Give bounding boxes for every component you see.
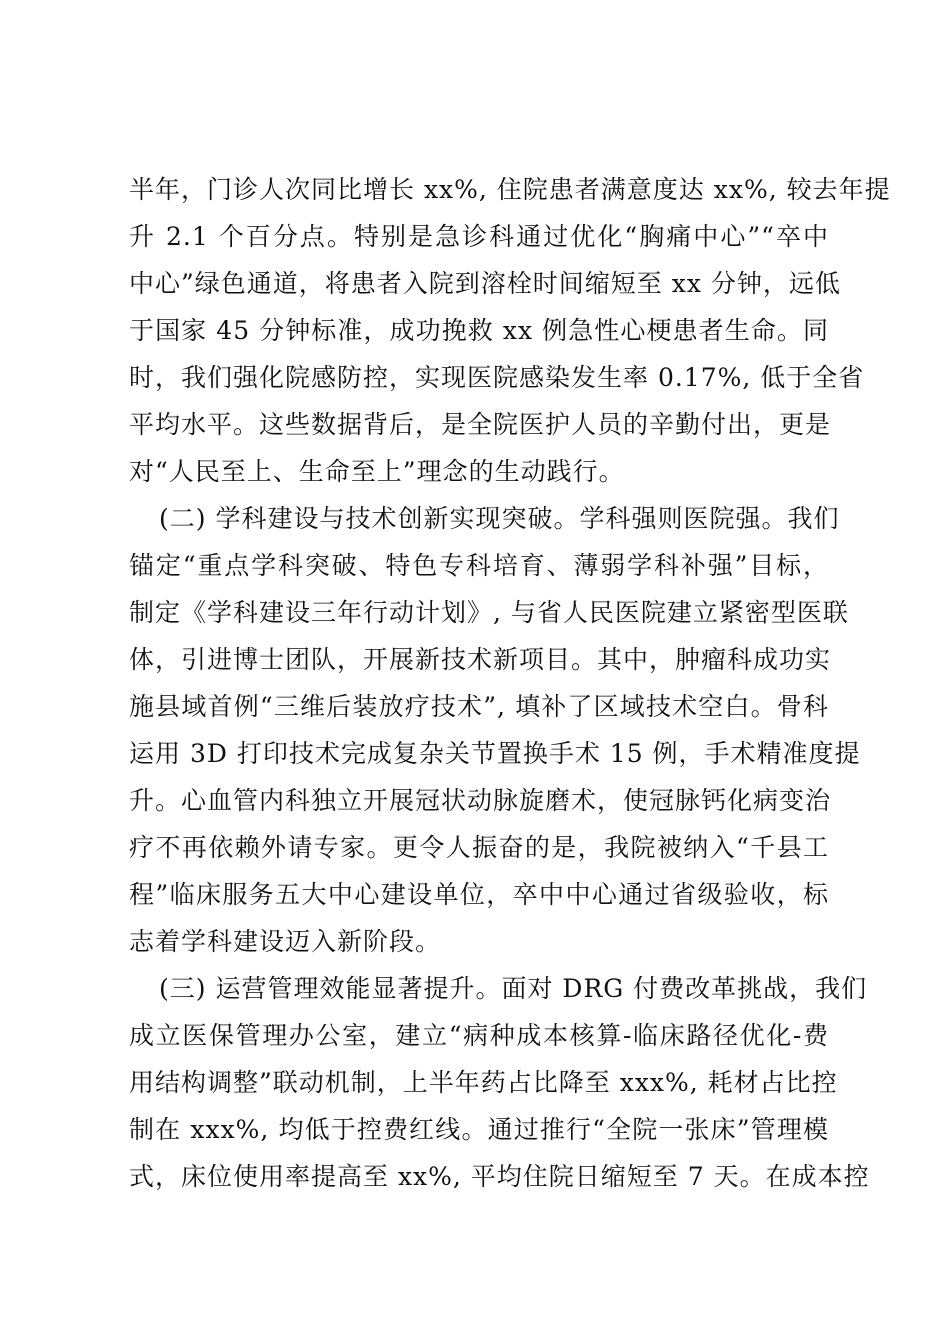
text-line: 用结构调整”联动机制，上半年药占比降至 xxx%, 耗材占比控 [129, 1068, 838, 1097]
text-line: 志着学科建设迈入新阶段。 [129, 927, 442, 956]
text-line: 式，床位使用率提高至 xx%, 平均住院日缩短至 7 天。在成本控 [129, 1162, 870, 1191]
text-line: 半年，门诊人次同比增长 xx%, 住院患者满意度达 xx%, 较去年提 [129, 175, 891, 204]
text-line: 制在 xxx%, 均低于控费红线。通过推行“全院一张床”管理模 [129, 1115, 829, 1144]
text-line: 成立医保管理办公室，建立“病种成本核算-临床路径优化-费 [129, 1021, 829, 1050]
text-line: 对“人民至上、生命至上”理念的生动践行。 [129, 457, 625, 486]
text-line: 中心”绿色通道，将患者入院到溶栓时间缩短至 xx 分钟，远低 [129, 269, 841, 298]
text-line: 程”临床服务五大中心建设单位，卒中中心通过省级验收，标 [129, 880, 829, 909]
text-line: 平均水平。这些数据背后，是全院医护人员的辛勤付出，更是 [129, 410, 832, 439]
text-line: 制定《学科建设三年行动计划》, 与省人民医院建立紧密型医联 [129, 598, 849, 627]
text-line: 升 2.1 个百分点。特别是急诊科通过优化“胸痛中心”“卒中 [129, 222, 829, 251]
text-line: 于国家 45 分钟标准，成功挽救 xx 例急性心梗患者生命。同 [129, 316, 829, 345]
section-heading-line: (二) 学科建设与技术创新实现突破。学科强则医院强。我们 [159, 504, 840, 533]
body-text [129, 166, 891, 1200]
text-line: 升。心血管内科独立开展冠状动脉旋磨术，使冠脉钙化病变治 [129, 786, 832, 815]
text-line: 时，我们强化院感防控，实现医院感染发生率 0.17%, 低于全省 [129, 363, 865, 392]
section-heading-line: (三) 运营管理效能显著提升。面对 DRG 付费改革挑战，我们 [159, 974, 868, 1003]
text-line: 施县域首例“三维后装放疗技术”, 填补了区域技术空白。骨科 [129, 692, 829, 721]
paragraph-2 [129, 495, 861, 965]
paragraph-3 [129, 965, 870, 1200]
text-line: 运用 3D 打印技术完成复杂关节置换手术 15 例，手术精准度提 [129, 739, 861, 768]
paragraph-1 [129, 166, 891, 495]
text-line: 体，引进博士团队，开展新技术新项目。其中，肿瘤科成功实 [129, 645, 832, 674]
text-line: 疗不再依赖外请专家。更令人振奋的是，我院被纳入“千县工 [129, 833, 829, 862]
text-line: 锚定“重点学科突破、特色专科培育、薄弱学科补强”目标， [129, 551, 829, 580]
